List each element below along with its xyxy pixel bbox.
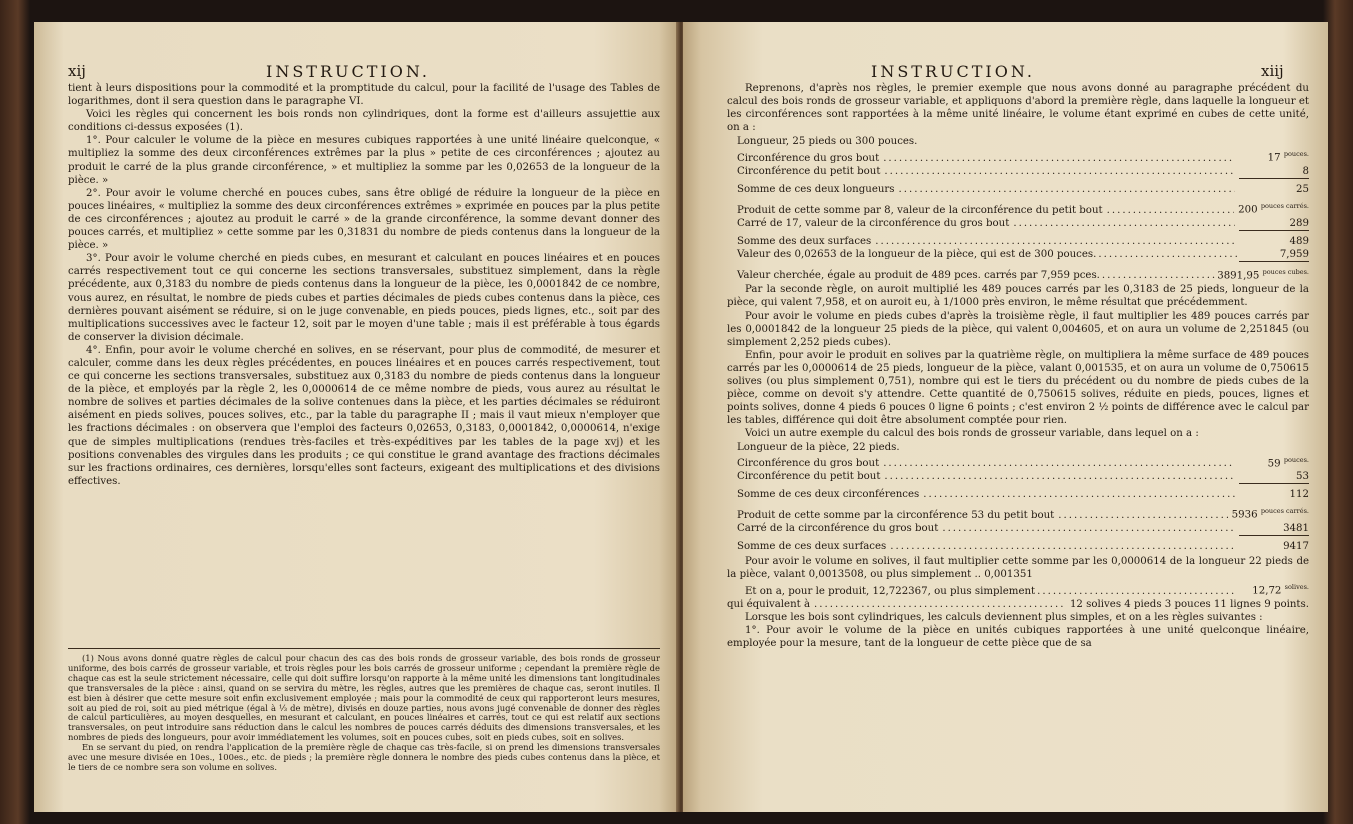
left-body-text <box>68 82 660 488</box>
left-footnotes <box>68 654 660 773</box>
right-page <box>683 22 1328 812</box>
calc-row: Carré de la circonférence du gros bout ..... 3481 <box>737 522 1309 536</box>
calc-row: Somme de ces deux surfaces ..... 9417 <box>737 540 1309 553</box>
paragraph: tient à leurs dispositions pour la commodité et la promptitude du calcul, pour la facilité de l'usage des Tables de logarithmes, dont il sera question dans le paragraphe VI. <box>68 83 660 108</box>
calc-row: Somme de ces deux circonférences ..... 112 <box>737 488 1309 501</box>
calc-block-2 <box>737 441 1309 553</box>
calc-row: Longueur, 25 pieds ou 300 pouces. <box>737 136 918 148</box>
result-row: Valeur cherchée, égale au produit de 489 pces. carrés par 7,959 pces. ..... 3891,95 $^{pouces cubes.}$ <box>737 266 1309 282</box>
footnote: (1) Nous avons donné quatre règles de calcul pour chacun des cas des bois ronds de grosseur variable, des bois ronds de grosseur uniforme, des bois carrés de grosseur variable, et trois règles pour les bois carrés de grosseur uniforme ; cependant la première règle de chaque cas est la seule strictement nécessaire, celle qui doit suffire lorsqu'on rapporte à la même unité les dimensions tant longitudinales que transversales de la pièce : ainsi, quand on se servira du mètre, les règles, autres que les premières de chaque cas, seront inutiles. Il est bien à désirer que cette mesure soit enfin exclusivement employée ; mais pour la commodité de ceux qui rapporteront leurs mesures, soit au pied de roi, soit au pied métrique (égal à ⅓ de mètre), divisés en douze parties, nous avons jugé convenable de donner des règles de calcul particulières, au moyen desquelles, en mesurant et calculant, en pouces linéaires et carrés, tout ce qui est relatif aux sections transversales, on peut introduire sans réduction dans le calcul les nombres de pouces carrés déduits des dimensions transversales, et les nombres de pieds des longueurs, pour avoir immédiatement les volumes, soit en pouces cubes, soit en pieds cubes, soit en solives. <box>68 653 660 743</box>
paragraph: 3°. Pour avoir le volume cherché en pieds cubes, en mesurant et calculant en pouces linéaires et en pouces carrés respectivement tout ce qui concerne les sections transversales, substituez simplement, dans la règle précédente, aux 0,3183 du nombre de pieds contenus dans la longueur de la pièce, les 0,0001842 de ce nombre, vous aurez, en résultat, le nombre de pieds cubes et parties décimales de pieds cubes contenus dans la pièce, ces dernières pouvant aisément se réduire, si on le juge convenable, en pieds pouces, pieds lignes, etc., soit par des multiplications successives avec le facteur 12, soit par le moyen d'une table ; mais il est préférable à tous égards de conserver la division décimale. <box>68 253 660 343</box>
calc-row: Circonférence du gros bout ..... 17 $^{pouces.}$ <box>737 148 1309 164</box>
right-folio: xiij <box>1261 62 1284 80</box>
calc-row: Longueur de la pièce, 22 pieds. <box>737 441 900 453</box>
calc-row: Somme de ces deux longueurs ..... 25 <box>737 183 1309 196</box>
paragraph: Reprenons, d'après nos règles, le premier exemple que nous avons donné au paragraphe précédent du calcul des bois ronds de grosseur variable, et appliquons d'abord la première règle, dans laquelle la longueur et les circonférences sont rapportées à la même unité linéaire, le volume étant exprimé en cubes de cette unité, on a : <box>727 83 1309 134</box>
left-running-header: INSTRUCTION. <box>266 62 430 81</box>
left-folio: xij <box>68 62 86 80</box>
paragraph: Par la seconde règle, on auroit multiplié les 489 pouces carrés par les 0,3183 de 25 pieds, longueur de la pièce, qui valent 7,958, et on auroit eu, à 1/1000 près environ, le même résultat que précédemment. <box>727 284 1309 309</box>
paragraph: 2°. Pour avoir le volume cherché en pouces cubes, sans être obligé de réduire la longueur de la pièce en pouces linéaires, « multipliez la somme des deux circonférences extrêmes » exprimée en pouces par la plus petite de ces circonférences ; ajoutez au produit le carré » de la grande circonférence, la somme devant donner des pouces carrés, et multipliez » cette somme par les 0,31831 du nombre de pieds contenus dans la longueur de la pièce. » <box>68 187 660 252</box>
calc-row: Carré de 17, valeur de la circonférence du gros bout ..... 289 <box>737 217 1309 231</box>
paragraph: Pour avoir le volume en solives, il faut multiplier cette somme par les 0,0000614 de la longueur 22 pieds de la pièce, valant 0,0013508, ou plus simplement .. 0,001351 <box>727 555 1309 581</box>
calc-row: Circonférence du petit bout ..... 8 <box>737 165 1309 179</box>
product-row: Et on a, pour le produit, 12,722367, ou plus simplement ..... 12,72 $^{solives.}$ <box>745 581 1309 597</box>
calc-row: Somme des deux surfaces ..... 489 <box>737 235 1309 248</box>
calc-row: Circonférence du petit bout ..... 53 <box>737 470 1309 484</box>
calc-block-1 <box>737 135 1309 262</box>
paragraph: 1°. Pour calculer le volume de la pièce en mesures cubiques rapportées à une unité linéaire quelconque, « multipliez la somme des deux circonférences extrêmes par la plus » petite de ces circonférences ; ajoutez au produit le carré de la plus grande circonférence, » et multipliez la somme par les 0,02653 de la longueur de la pièce. » <box>68 135 660 186</box>
left-page <box>34 22 679 812</box>
calc-row: Circonférence du gros bout ..... 59 $^{pouces.}$ <box>737 454 1309 470</box>
paragraph: 4°. Enfin, pour avoir le volume cherché en solives, en se réservant, pour plus de commodité, de mesurer et calculer, comme dans les deux règles précédentes, en pouces linéaires et en pouces carrés respectivement, tout ce qui concerne les sections transversales, substituez aux 0,3183 du nombre de pieds contenus dans la longueur de la pièce, et employés par la règle 2, les 0,0000614 de ce même nombre de pieds, vous aurez au résultat le nombre de solives et parties décimales de la solive contenues dans la pièce, et les parties décimales se réduiront aisément en pieds solives, pouces solives, etc., par la table du paragraphe II ; mais il vaut mieux n'employer que les fractions décimales : on observera que l'emploi des facteurs 0,02653, 0,3183, 0,0001842, 0,0000614, n'exige que de simples multiplications (rendues très-faciles et très-expéditives par les tables de la page xvj) et les positions convenables des virgules dans les produits ; ce qui constitue le grand avantage des fractions décimales sur les fractions ordinaires, ces dernières, lorsqu'elles sont facteurs, exigeant des multiplications et des divisions effectives. <box>68 344 660 487</box>
footnote-rule <box>68 648 660 649</box>
footnote: En se servant du pied, on rendra l'application de la première règle de chaque cas très-facile, si on prend les dimensions transversales avec une mesure divisée en 10es., 100es., etc. de pieds ; la première règle donnera le nombre des pieds cubes contenus dans la pièce, et le tiers de ce nombre sera son volume en solives. <box>68 742 660 772</box>
paragraph: Voici les règles qui concernent les bois ronds non cylindriques, dont la forme est d'ailleurs assujettie aux conditions ci-dessus exposées (1). <box>68 109 660 134</box>
paragraph: Voici un autre exemple du calcul des bois ronds de grosseur variable, dans lequel on a : <box>745 428 1199 440</box>
calc-row: Valeur des 0,02653 de la longueur de la pièce, qui est de 300 pouces. ..... 7,959 <box>737 248 1309 262</box>
equivalence-row: qui équivalent à ..... 12 solives 4 pieds 3 pouces 11 lignes 9 points. <box>727 598 1309 611</box>
paragraph: Enfin, pour avoir le produit en solives par la quatrième règle, on multipliera la même surface de 489 pouces carrés par les 0,0000614 de 25 pieds, longueur de la pièce, valant 0,001535, et on aura un volume de 0,750615 solives (ou plus simplement 0,751), nombre qui est le tiers du précédent ou du nombre de pieds cubes de la pièce, comme on devoit s'y attendre. Cette quantité de 0,750615 solives, réduite en pieds, pouces, lignes et points solives, donne 4 pieds 6 pouces 0 ligne 6 points ; c'est environ 2 ½ points de différence avec le calcul par les tables, différence qui doit être absolument comptée pour rien. <box>727 349 1309 427</box>
calc-row: Produit de cette somme par la circonférence 53 du petit bout ..... 5936 $^{pouces carrés.}$ <box>737 505 1309 521</box>
calc-row: Produit de cette somme par 8, valeur de la circonférence du petit bout ..... 200 $^{pouces carrés.}$ <box>737 200 1309 216</box>
paragraph: Pour avoir le volume en pieds cubes d'après la troisième règle, il faut multiplier les 489 pouces carrés par les 0,0001842 de la longueur 25 pieds de la pièce, qui valent 0,004605, et on aura un volume de 2,251845 (ou simplement 2,252 pieds cubes). <box>727 310 1309 348</box>
right-body-text <box>727 82 1309 650</box>
right-running-header: INSTRUCTION. <box>871 62 1035 81</box>
paragraph: Lorsque les bois sont cylindriques, les calculs deviennent plus simples, et on a les règles suivantes : <box>745 611 1263 623</box>
paragraph: 1°. Pour avoir le volume de la pièce en unités cubiques rapportées à une unité quelconque linéaire, employée pour la mesure, tant de la longueur de cette pièce que de sa <box>727 624 1309 649</box>
